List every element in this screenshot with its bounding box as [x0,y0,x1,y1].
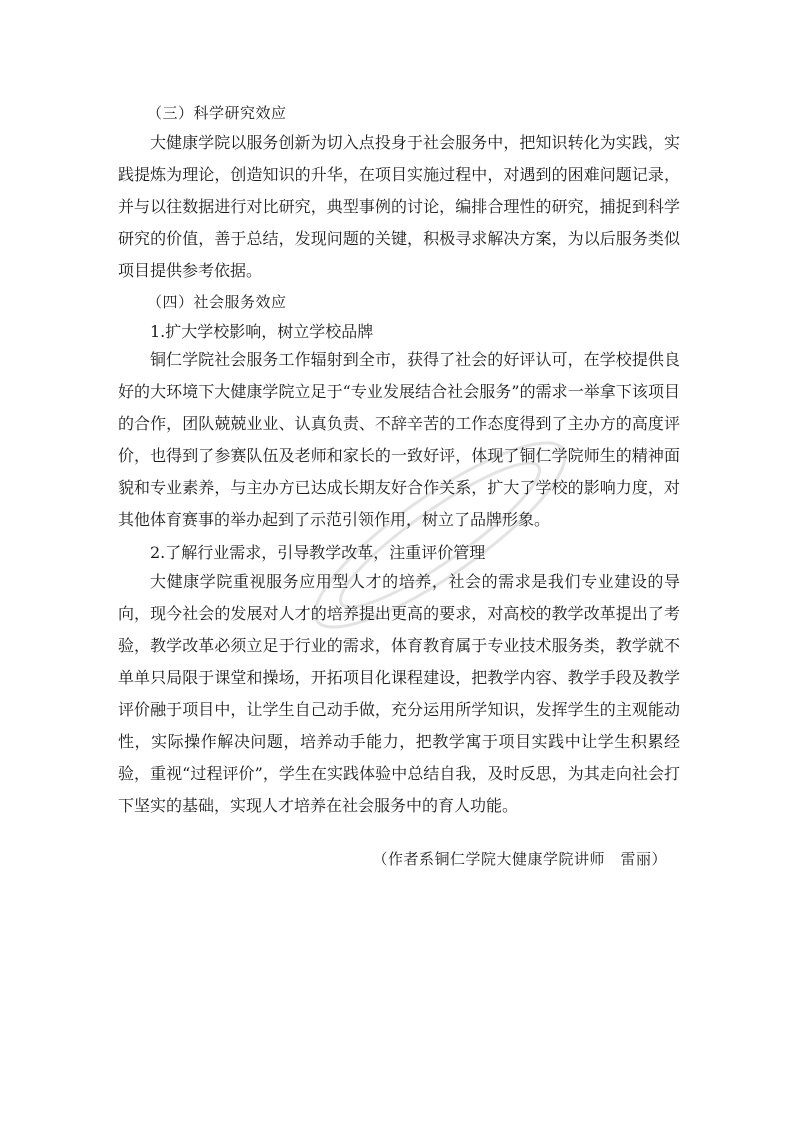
subsection-1-title: 1.扩大学校影响，树立学校品牌 [150,322,374,341]
section-4-heading: （四）社会服务效应 [147,293,287,311]
section-3-paragraph: 大健康学院以服务创新为切入点投身于社会服务中，把知识转化为实践，实践提炼为理论，创造知识的升华，在项目实施过程中，对遇到的困难问题记录，并与以往数据进行对比研究，典型事例的讨论，编排合理性的研究，捕捉到科学研究的价值，善于总结，发现问题的关键，积极寻求解决方案，为以后服务类似项目提供参考依据。 [118,133,680,280]
section-3-heading: （三）科学研究效应 [147,104,287,122]
subsection-1-paragraph: 铜仁学院社会服务工作辐射到全市，获得了社会的好评认可，在学校提供良好的大环境下大健康学院立足于“专业发展结合社会服务”的需求一举拿下该项目的合作，团队兢兢业业、认真负责、不辞辛苦的工作态度得到了主办方的高度评价，也得到了参赛队伍及老师和家长的一致好评，体现了铜仁学院师生的精神面貌和专业素养，与主办方已达成长期友好合作关系，扩大了学校的影响力度，对其他体育赛事的举办起到了示范引领作用，树立了品牌形象。 [118,350,680,529]
author-byline: （作者系铜仁学院大健康学院讲师 雷丽） [372,850,667,868]
subsection-2-paragraph: 大健康学院重视服务应用型人才的培养，社会的需求是我们专业建设的导向，现今社会的发展对人才的培养提出更高的要求，对高校的教学改革提出了考验，教学改革必须立足于行业的需求，体育教育属于专业技术服务类，教学就不单单只局限于课堂和操场，开拓项目化课程建设，把教学内容、教学手段及教学评价融于项目中，让学生自己动手做，充分运用所学知识，发挥学生的主观能动性，实际操作解决问题，培养动手能力，把教学寓于项目实践中让学生积累经验，重视“过程评价”，学生在实践体验中总结自我，及时反思，为其走向社会打下坚实的基础，实现人才培养在社会服务中的育人功能。 [118,572,680,815]
subsection-2-title: 2.了解行业需求，引导教学改革，注重评价管理 [150,543,486,562]
